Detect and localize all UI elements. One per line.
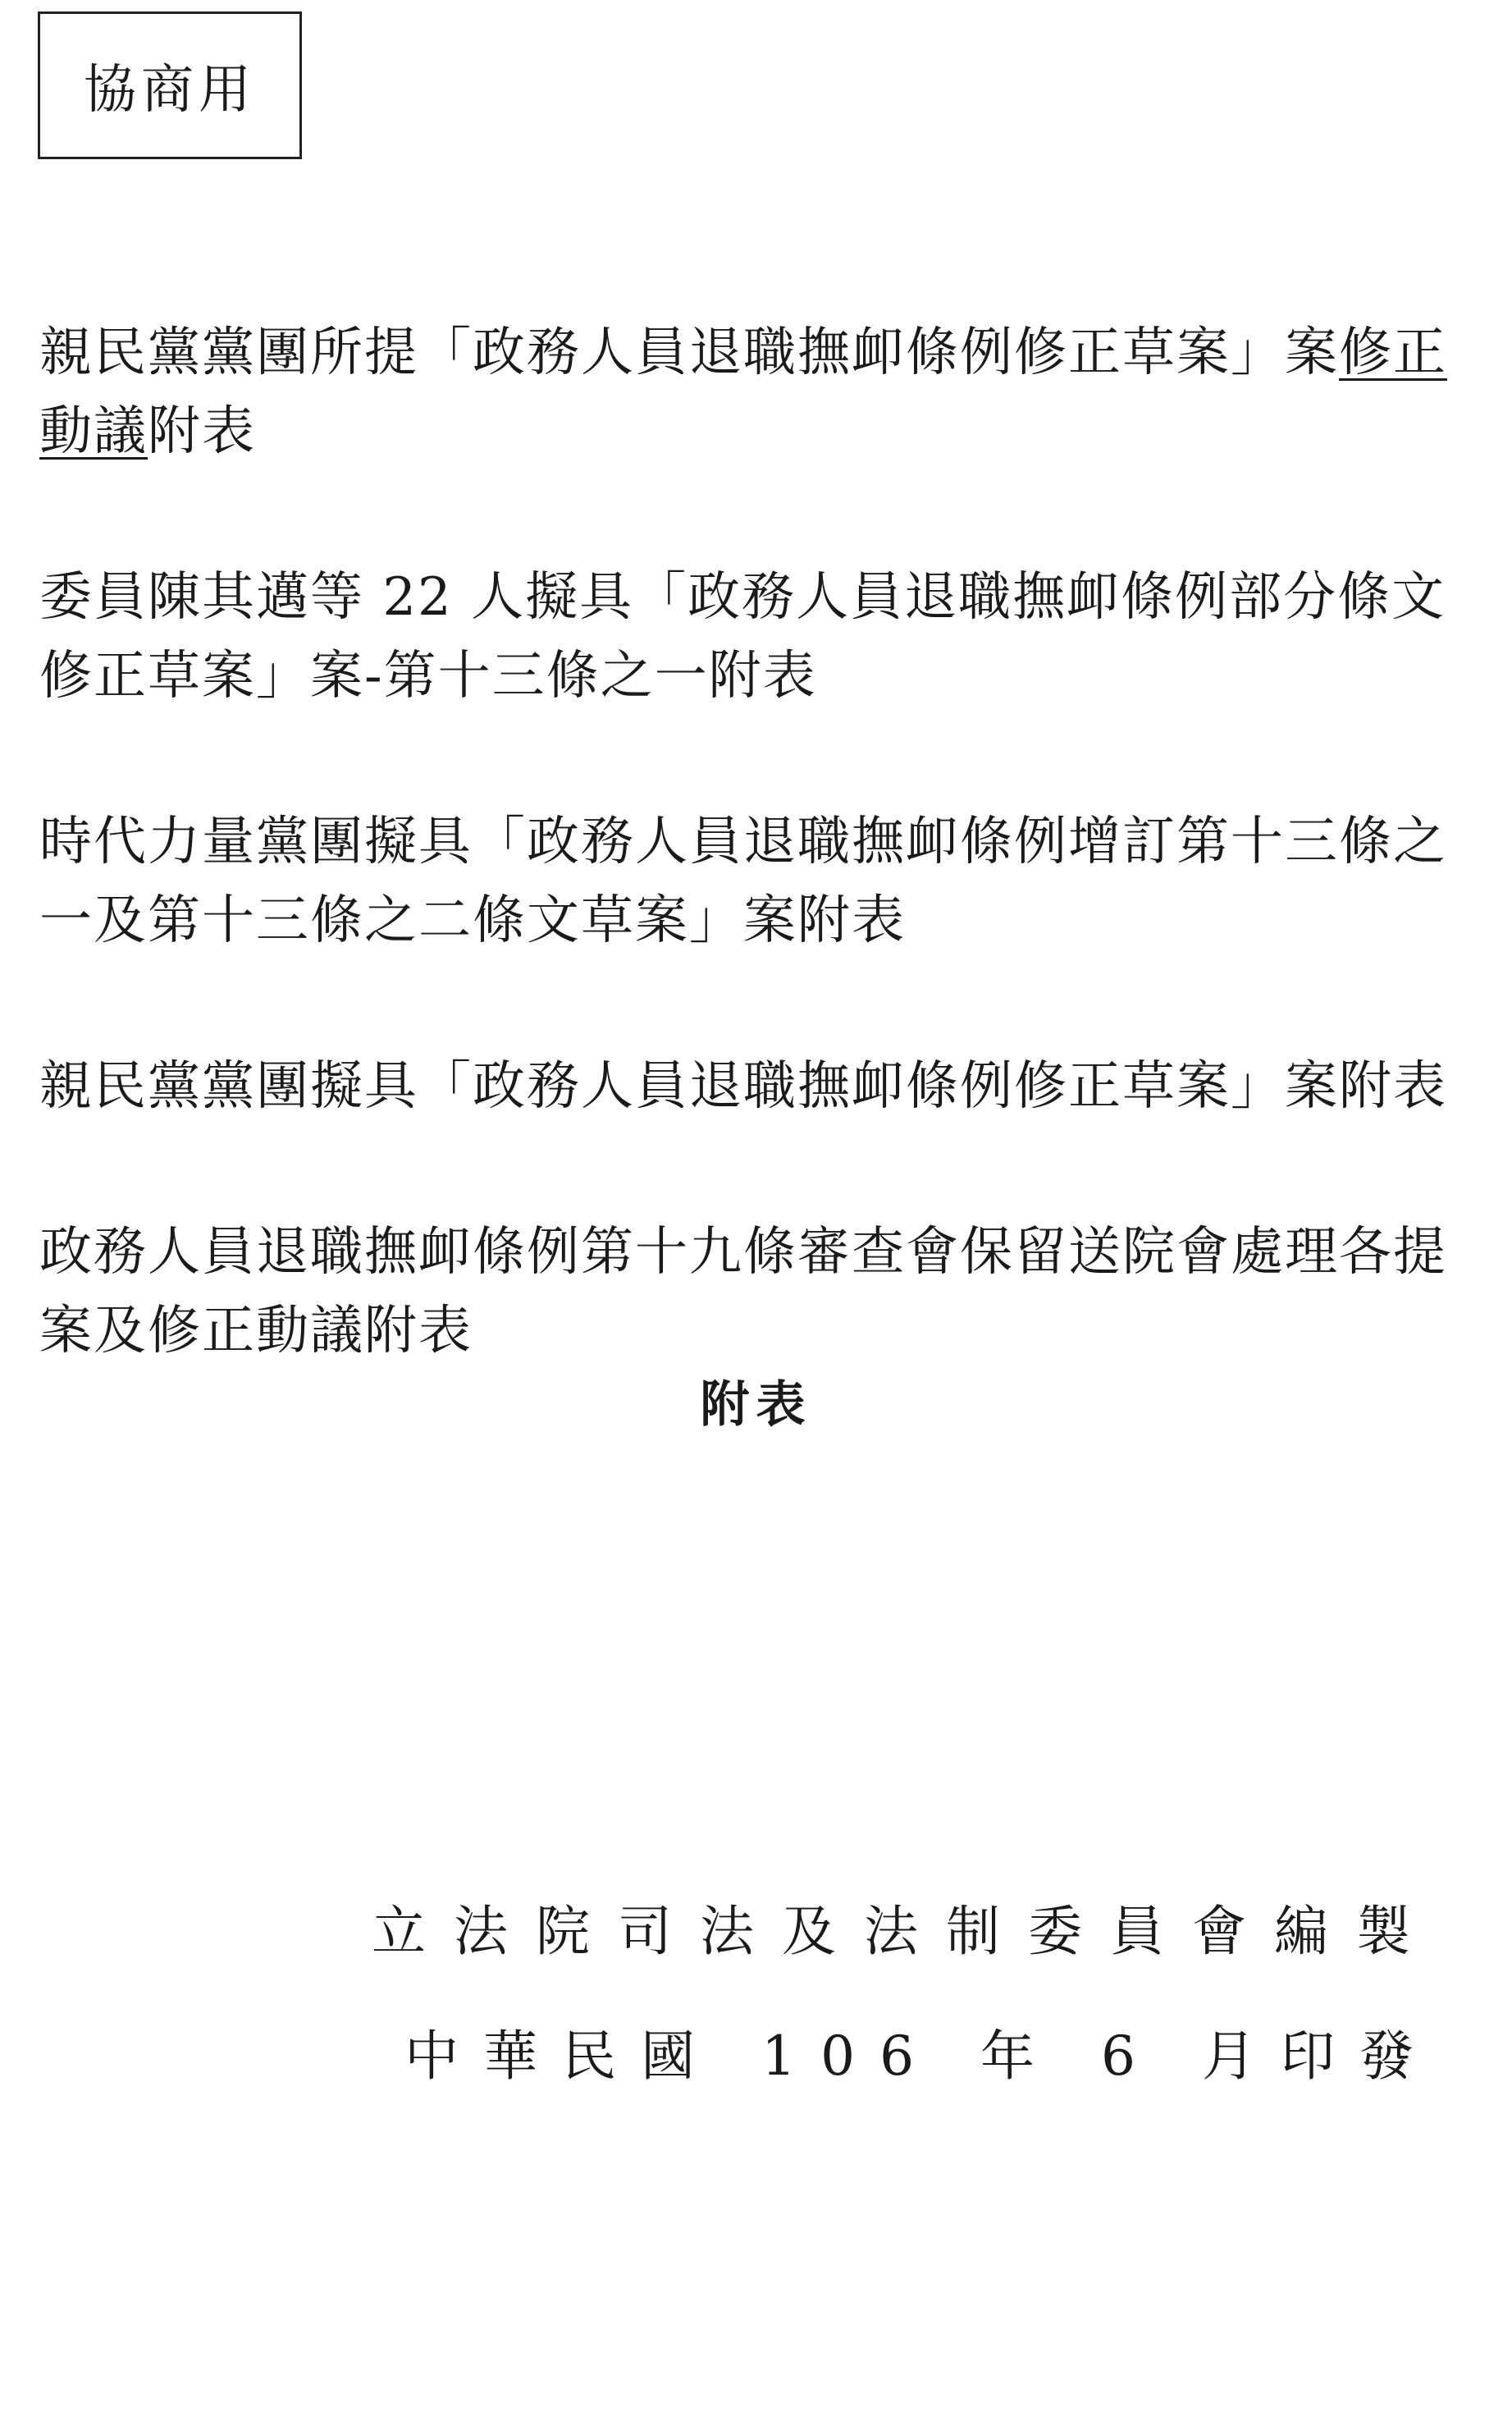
item-5-text: 政務人員退職撫卹條例第十九條審查會保留送院會處理各提案及修正動議附表 — [39, 1222, 1447, 1361]
issue-date-line: 中華民國 106 年 6 月印發 — [404, 2025, 1438, 2088]
item-3-text: 時代力量黨團擬具「政務人員退職撫卹條例增訂第十三條之一及第十三條之二條文草案」案附表 — [39, 812, 1447, 951]
attachment-item-5 — [39, 1213, 1450, 1370]
item-1-underlined-text: 修正動議 — [39, 323, 1447, 462]
attachment-item-1 — [39, 313, 1450, 471]
publisher-line: 立法院司法及法制委員會編製 — [372, 1900, 1438, 1963]
attachment-item-4 — [39, 1047, 1450, 1126]
item-1-text: 親民黨黨團所提「政務人員退職撫卹條例修正草案」案 — [39, 323, 1339, 383]
consultation-stamp-box — [38, 11, 302, 159]
attachment-item-2 — [39, 558, 1450, 716]
attachment-item-3 — [39, 803, 1450, 960]
item-4-text: 親民黨黨團擬具「政務人員退職撫卹條例修正草案」案附表 — [39, 1056, 1447, 1117]
item-2-text: 委員陳其邁等 22 人擬具「政務人員退職撫卹條例部分條文修正草案」案-第十三條之一附表 — [39, 567, 1446, 707]
attachment-heading: 附表 — [700, 1376, 812, 1434]
item-1-suffix: 附表 — [148, 401, 256, 462]
stamp-label: 協商用 — [84, 60, 256, 121]
